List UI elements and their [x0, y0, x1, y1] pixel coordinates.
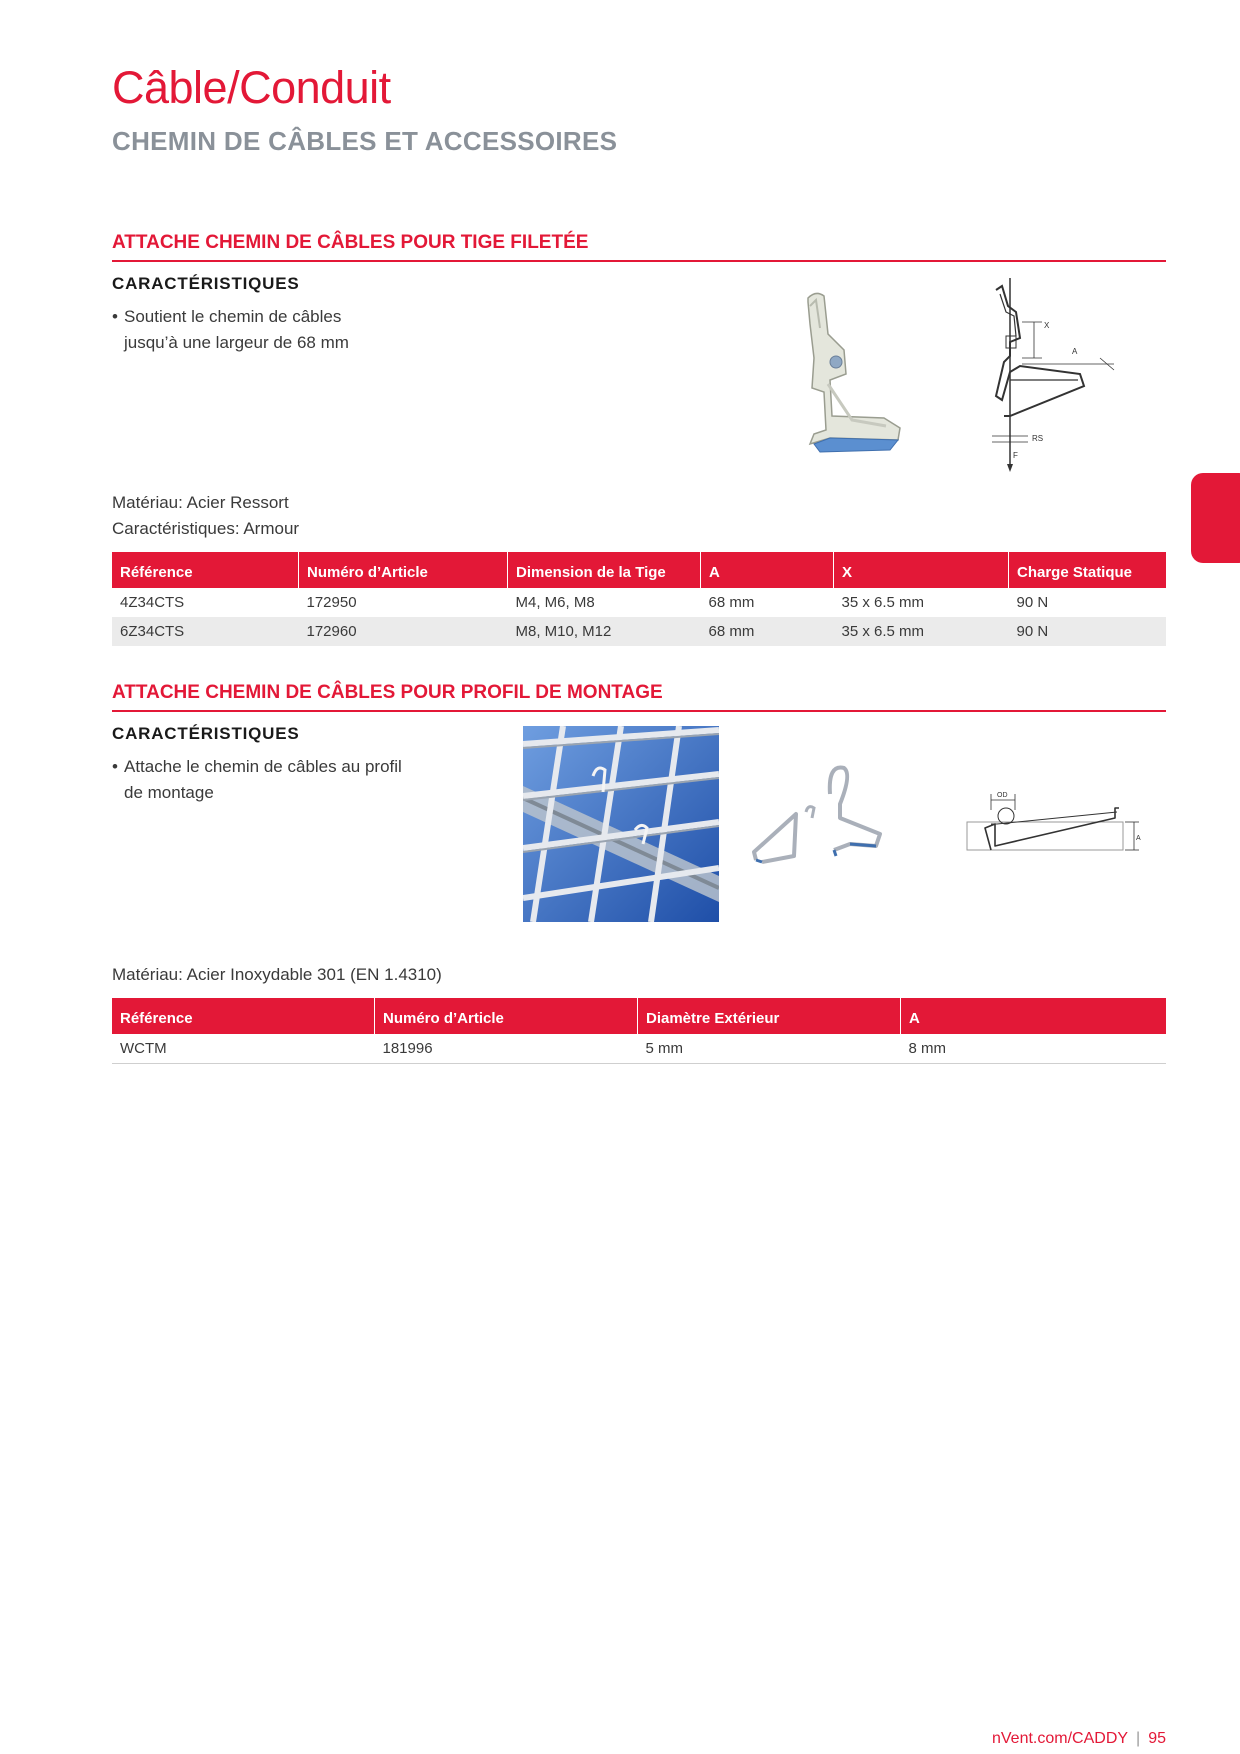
column-header: X: [834, 552, 1009, 588]
bullet-line: Soutient le chemin de câbles: [124, 307, 342, 326]
column-header: Numéro d’Article: [375, 998, 638, 1034]
wire-clip-photo: [748, 760, 918, 870]
bullet-dot-icon: •: [112, 757, 118, 776]
diagram-label-f: F: [1013, 451, 1018, 460]
table-cell: 8 mm: [901, 1034, 1167, 1064]
section-heading-mounting-profile: ATTACHE CHEMIN DE CÂBLES POUR PROFIL DE MONTAGE: [112, 682, 1166, 712]
table-row: [112, 1034, 1166, 1064]
table-cell: 6Z34CTS: [112, 617, 299, 646]
features-heading: CARACTÉRISTIQUES: [112, 274, 300, 293]
chapter-tab: [1191, 473, 1240, 563]
wire-clip-diagram: [965, 784, 1145, 874]
material-text: Matériau: Acier Inoxydable 301 (EN 1.4310): [112, 965, 442, 984]
table-cell: M4, M6, M8: [515, 594, 595, 611]
table-cell: 172960: [299, 617, 508, 646]
bullet-line: Attache le chemin de câbles au profil: [124, 757, 402, 776]
table-cell: 68 mm: [708, 594, 755, 611]
rod-clip-diagram: [980, 276, 1130, 476]
diagram-label-od: OD: [997, 792, 1008, 799]
bullet-dot-icon: •: [112, 307, 118, 326]
wire-mesh-photo: [523, 726, 719, 922]
table-cell: WCTM: [112, 1034, 375, 1064]
spec-table-mounting-profile: [112, 998, 1166, 1064]
column-header: Numéro d’Article: [299, 552, 508, 588]
diagram-label-rs: RS: [1032, 434, 1044, 443]
spec-table-threaded-rod: [112, 552, 1166, 646]
feature-bullet: [112, 754, 402, 806]
table-cell: 90 N: [1016, 594, 1049, 611]
feature-bullet: [112, 304, 349, 356]
table-row: [112, 588, 1166, 617]
features-heading: CARACTÉRISTIQUES: [112, 724, 300, 743]
table-cell: 5 mm: [638, 1034, 901, 1064]
characteristics-text: Caractéristiques: Armour: [112, 519, 300, 538]
table-cell: M8, M10, M12: [508, 617, 701, 646]
table-cell: 68 mm: [701, 617, 834, 646]
rod-clip-photo: [790, 288, 910, 458]
table-cell: 90 N: [1009, 617, 1167, 646]
diagram-label-a: A: [1072, 347, 1078, 356]
table-cell: 181996: [375, 1034, 638, 1064]
column-header: Dimension de la Tige: [508, 552, 701, 588]
column-header: Référence: [112, 552, 299, 588]
material-text: Matériau: Acier Ressort: [112, 493, 289, 512]
column-header: Diamètre Extérieur: [638, 998, 901, 1034]
column-header: A: [701, 552, 834, 588]
table-cell: 35 x 6.5 mm: [834, 617, 1009, 646]
bullet-line: jusqu’à une largeur de 68 mm: [124, 333, 349, 352]
diagram-label-a: A: [1136, 835, 1141, 842]
table-cell: 4Z34CTS: [120, 594, 185, 611]
column-header: Référence: [112, 998, 375, 1034]
diagram-label-x: X: [1044, 321, 1050, 330]
column-header: Charge Statique: [1009, 552, 1167, 588]
footer-separator: |: [1136, 1730, 1141, 1747]
table-cell: 35 x 6.5 mm: [841, 594, 925, 611]
page-title: Câble/Conduit: [112, 62, 391, 113]
page-number: 95: [1148, 1730, 1166, 1747]
table-row: [112, 617, 1166, 646]
section-heading-threaded-rod: ATTACHE CHEMIN DE CÂBLES POUR TIGE FILETÉE: [112, 232, 1166, 262]
column-header: A: [901, 998, 1167, 1034]
bullet-line: de montage: [124, 783, 214, 802]
table-cell: 172950: [306, 594, 357, 611]
page-subtitle: CHEMIN DE CÂBLES ET ACCESSOIRES: [112, 126, 618, 156]
footer-site-link[interactable]: nVent.com/CADDY: [991, 1730, 1129, 1747]
footer: [992, 1730, 1166, 1748]
